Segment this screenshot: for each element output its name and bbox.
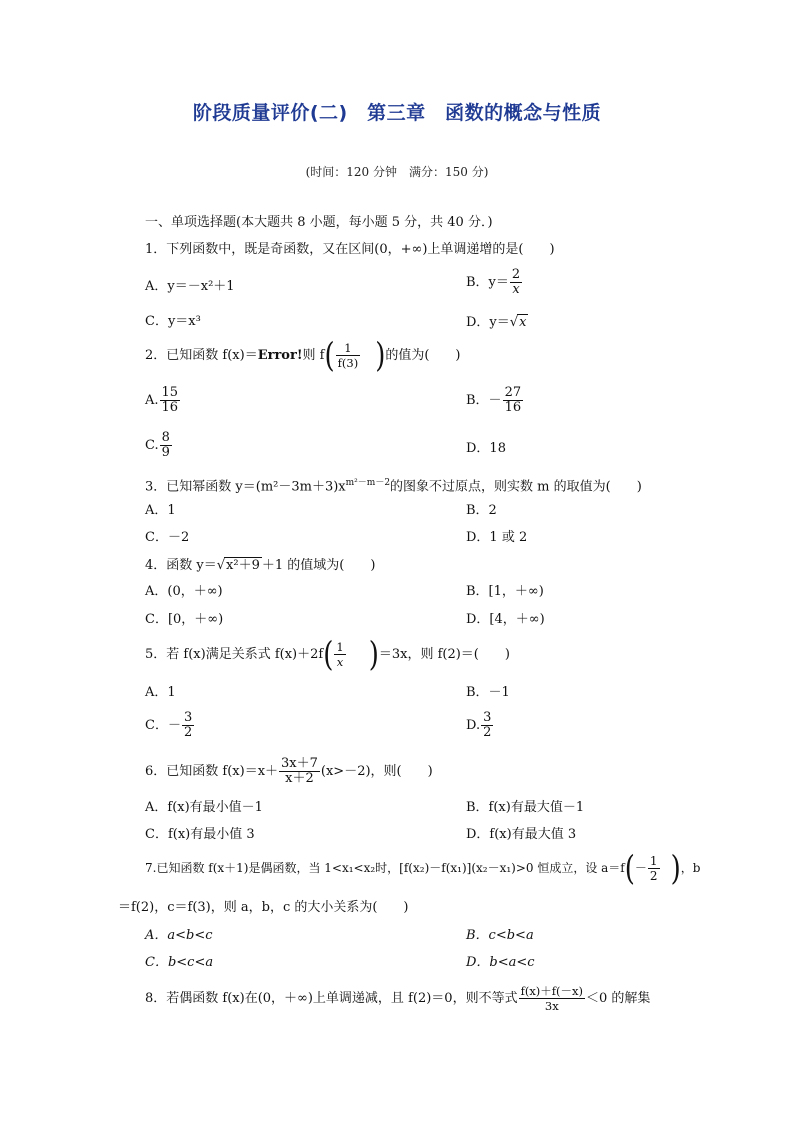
question-1-option-d: D．y＝√x bbox=[466, 315, 527, 330]
page-title: 阶段质量评价(二) 第三章 函数的概念与性质 bbox=[192, 102, 602, 124]
question-2-stem: 2．已知函数 f(x)＝Error!则 f( $\frac{1}{f(3)}$ )的值为( ) bbox=[145, 336, 461, 375]
question-5-option-b: B．－1 bbox=[466, 685, 510, 700]
question-2-option-a: A. $\frac{15}{16}$ bbox=[145, 385, 179, 415]
question-6-option-b: B．f(x)有最大值－1 bbox=[466, 800, 585, 815]
question-3-option-d: D．1 或 2 bbox=[466, 530, 528, 545]
question-3-option-c: C．－2 bbox=[145, 530, 190, 545]
question-1-option-b: B．y＝ $\frac{2}{x}$ bbox=[466, 267, 521, 297]
question-6-option-c: C．f(x)有最小值 3 bbox=[145, 827, 255, 842]
question-4-option-a: A．(0，＋∞) bbox=[145, 584, 223, 599]
exam-info: (时间：120 分钟 满分：150 分) bbox=[305, 165, 489, 179]
question-1-stem: 1．下列函数中，既是奇函数，又在区间(0，+∞)上单调递增的是( ) bbox=[145, 242, 555, 257]
question-4-stem: 4．函数 y＝√x²＋9 ＋1 的值域为( ) bbox=[145, 558, 376, 573]
question-1-option-a: A．y＝－x²＋1 bbox=[145, 279, 235, 294]
question-5-stem: 5．若 f(x)满足关系式 f(x)＋2f( $\frac{1}{x}$ )＝3x，则 f(2)＝( ) bbox=[145, 635, 510, 674]
question-2-option-d: D．18 bbox=[466, 441, 506, 456]
question-7-option-a: A．a<b<c bbox=[145, 928, 213, 943]
question-7-stem-line2: ＝f(2)，c＝f(3)，则 a，b，c 的大小关系为( ) bbox=[118, 900, 409, 915]
question-4-option-d: D．[4，＋∞) bbox=[466, 612, 545, 627]
question-8-stem: 8．若偶函数 f(x)在(0，＋∞)上单调递减，且 f(2)＝0，则不等式 $\frac{f(x)+f(-x)}{3x}$ ＜0 的解集 bbox=[145, 984, 651, 1013]
question-5-option-d: D. $\frac{3}{2}$ bbox=[466, 710, 492, 740]
question-6-stem: 6．已知函数 f(x)＝x＋ $\frac{3x+7}{x+2}$ (x>－2)，则( ) bbox=[145, 756, 433, 786]
question-1-option-c: C．y＝x³ bbox=[145, 314, 201, 329]
question-3-stem: 3．已知幂函数 $y=(m^2-3m+3)x^{m^2-m-2}$的图象不过原点，则实数 m 的取值为( ) bbox=[145, 478, 642, 495]
question-6-option-a: A．f(x)有最小值－1 bbox=[145, 800, 263, 815]
question-3-option-b: B．2 bbox=[466, 503, 497, 518]
question-5-option-a: A．1 bbox=[145, 685, 176, 700]
question-5-option-c: C．－ $\frac{3}{2}$ bbox=[145, 710, 193, 740]
question-3-option-a: A．1 bbox=[145, 503, 176, 518]
question-2-option-b: B．－ $\frac{27}{16}$ bbox=[466, 385, 522, 415]
question-4-option-c: C．[0，＋∞) bbox=[145, 612, 224, 627]
question-7-stem: 7.已知函数 f(x＋1)是偶函数，当 1<x₁<x₂时，[f(x₂)－f(x₁)](x₂－x₁)>0 恒成立，设 a＝f(－ $\frac{1}{2}$ )，b bbox=[145, 849, 701, 888]
question-7-option-b: B．c<b<a bbox=[466, 928, 534, 943]
question-7-option-d: D．b<a<c bbox=[466, 955, 535, 970]
question-2-option-c: C. $\frac{8}{9}$ bbox=[145, 430, 170, 460]
question-4-option-b: B．[1，＋∞) bbox=[466, 584, 544, 599]
section-heading: 一、单项选择题(本大题共 8 小题，每小题 5 分，共 40 分．) bbox=[145, 215, 493, 230]
question-7-option-c: C．b<c<a bbox=[145, 955, 214, 970]
question-6-option-d: D．f(x)有最大值 3 bbox=[466, 827, 577, 842]
